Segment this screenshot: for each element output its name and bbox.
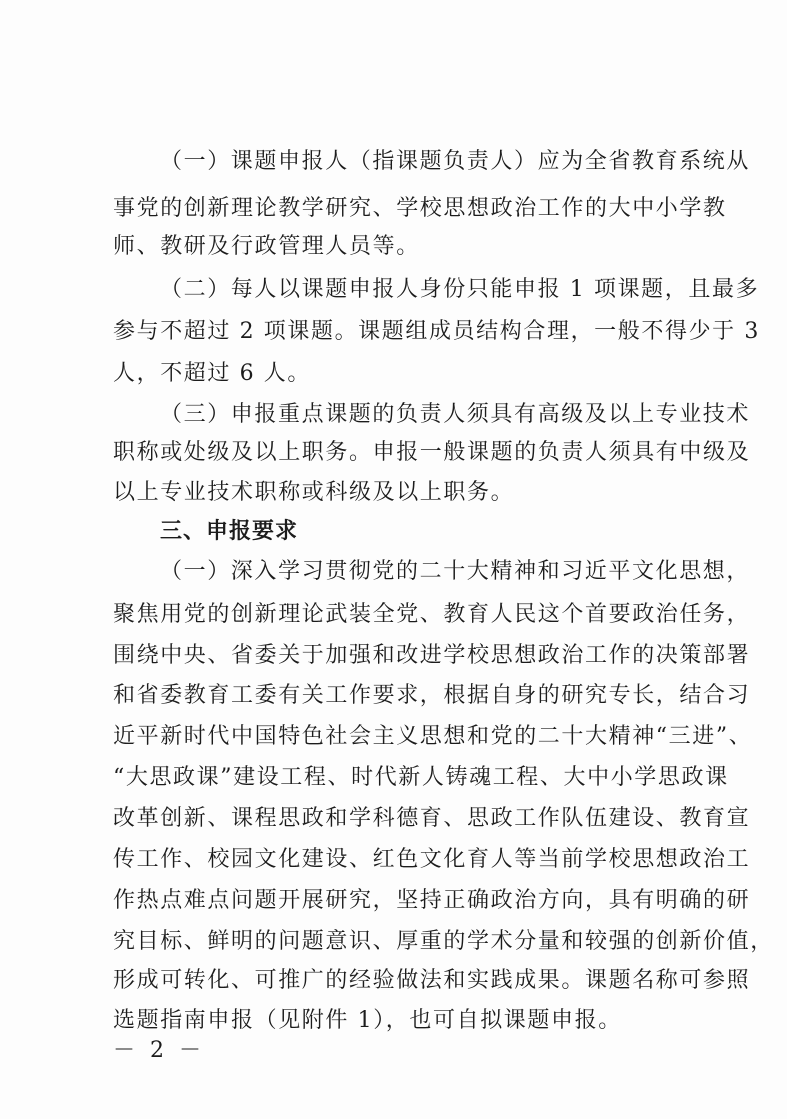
paragraph-line: （一）深入学习贯彻党的二十大精神和习近平文化思想， [160,559,751,584]
paragraph-line: （二）每人以课题申报人身份只能申报 1 项课题，且最多 [160,277,760,302]
paragraph-line: 师、教研及行政管理人员等。 [113,234,420,259]
paragraph-line: （三）申报重点课题的负责人须具有高级及以上专业技术 [160,402,751,427]
paragraph-line: 人，不超过 6 人。 [113,361,311,386]
paragraph-line: 选题指南申报（见附件 1），也可自拟课题申报。 [113,1008,622,1033]
paragraph-line: 改革创新、课程思政和学科德育、思政工作队伍建设、教育宣 [113,806,751,831]
paragraph-line: 围绕中央、省委关于加强和改进学校思想政治工作的决策部署 [113,643,751,668]
paragraph-line: 近平新时代中国特色社会主义思想和党的二十大精神“三进”、 [113,724,753,749]
paragraph-line: 职称或处级及以上职务。申报一般课题的负责人须具有中级及 [113,440,751,465]
paragraph-line: （一）课题申报人（指课题负责人）应为全省教育系统从 [160,149,751,174]
paragraph-line: 作热点难点问题开展研究，坚持正确政治方向，具有明确的研 [113,888,751,913]
paragraph-line: 究目标、鲜明的问题意识、厚重的学术分量和较强的创新价值， [113,929,774,954]
paragraph-line: “大思政课”建设工程、时代新人铸魂工程、大中小学思政课 [113,765,729,790]
paragraph-line: 以上专业技术职称或科级及以上职务。 [113,480,515,505]
paragraph-line: 形成可转化、可推广的经验做法和实践成果。课题名称可参照 [113,968,751,993]
paragraph-line: 和省委教育工委有关工作要求，根据自身的研究专长，结合习 [113,683,751,708]
paragraph-line: 聚焦用党的创新理论武装全党、教育人民这个首要政治任务， [113,602,751,627]
section-heading: 三、申报要求 [160,519,299,544]
paragraph-line: 参与不超过 2 项课题。课题组成员结构合理，一般不得少于 3 [113,319,760,344]
page-number: － 2 － [113,1038,205,1063]
paragraph-line: 传工作、校园文化建设、红色文化育人等当前学校思想政治工 [113,847,751,872]
paragraph-line: 事党的创新理论教学研究、学校思想政治工作的大中小学教 [113,196,727,221]
